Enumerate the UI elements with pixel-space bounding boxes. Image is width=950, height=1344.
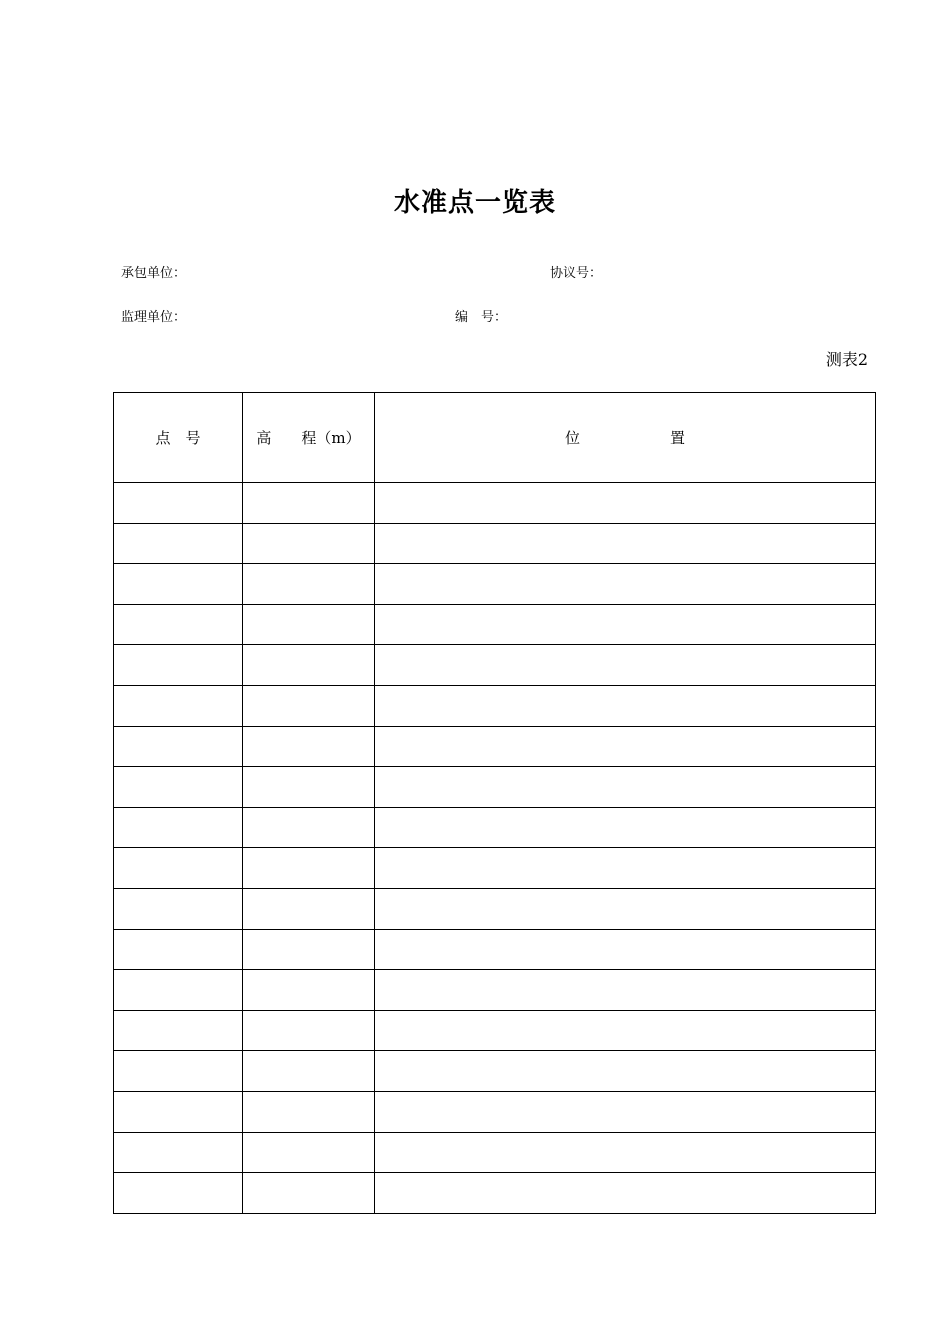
point-number-cell[interactable] xyxy=(114,1010,243,1051)
elevation-cell[interactable] xyxy=(243,848,375,889)
location-cell[interactable] xyxy=(375,1010,876,1051)
location-cell[interactable] xyxy=(375,685,876,726)
elevation-cell[interactable] xyxy=(243,483,375,524)
table-row xyxy=(114,1010,876,1051)
location-cell[interactable] xyxy=(375,929,876,970)
point-number-cell[interactable] xyxy=(114,1051,243,1092)
point-number-cell[interactable] xyxy=(114,807,243,848)
location-cell[interactable] xyxy=(375,807,876,848)
elevation-cell[interactable] xyxy=(243,564,375,605)
point-number-cell[interactable] xyxy=(114,970,243,1011)
table-row xyxy=(114,564,876,605)
header-point-number: 点 号 xyxy=(114,393,243,483)
table-row xyxy=(114,685,876,726)
location-cell[interactable] xyxy=(375,483,876,524)
point-number-cell[interactable] xyxy=(114,523,243,564)
header-elevation: 高 程（m） xyxy=(243,393,375,483)
location-cell[interactable] xyxy=(375,604,876,645)
table-row xyxy=(114,1091,876,1132)
location-cell[interactable] xyxy=(375,564,876,605)
elevation-cell[interactable] xyxy=(243,1051,375,1092)
form-code: 测表2 xyxy=(825,350,868,369)
point-number-cell[interactable] xyxy=(114,848,243,889)
point-number-cell[interactable] xyxy=(114,726,243,767)
location-cell[interactable] xyxy=(375,523,876,564)
point-number-cell[interactable] xyxy=(114,929,243,970)
point-number-cell[interactable] xyxy=(114,1173,243,1214)
table-row xyxy=(114,807,876,848)
point-number-cell[interactable] xyxy=(114,888,243,929)
point-number-cell[interactable] xyxy=(114,564,243,605)
table-row xyxy=(114,1173,876,1214)
document-title: 水准点一览表 xyxy=(393,188,556,218)
elevation-cell[interactable] xyxy=(243,1132,375,1173)
table-row xyxy=(114,604,876,645)
elevation-cell[interactable] xyxy=(243,767,375,808)
table-header-row xyxy=(114,393,876,483)
point-number-cell[interactable] xyxy=(114,483,243,524)
table-row xyxy=(114,848,876,889)
elevation-cell[interactable] xyxy=(243,604,375,645)
table-row xyxy=(114,1132,876,1173)
point-number-cell[interactable] xyxy=(114,685,243,726)
table-row xyxy=(114,483,876,524)
elevation-cell[interactable] xyxy=(243,970,375,1011)
location-cell[interactable] xyxy=(375,726,876,767)
serial-number-label: 编 号： xyxy=(455,310,508,325)
table-row xyxy=(114,888,876,929)
table-row xyxy=(114,1051,876,1092)
location-cell[interactable] xyxy=(375,1173,876,1214)
point-number-cell[interactable] xyxy=(114,767,243,808)
location-cell[interactable] xyxy=(375,1051,876,1092)
table-row xyxy=(114,767,876,808)
supervisor-label: 监理单位： xyxy=(121,310,187,325)
contractor-label: 承包单位： xyxy=(121,266,187,281)
location-cell[interactable] xyxy=(375,645,876,686)
elevation-cell[interactable] xyxy=(243,726,375,767)
benchmark-table xyxy=(113,392,876,1214)
elevation-cell[interactable] xyxy=(243,888,375,929)
location-cell[interactable] xyxy=(375,767,876,808)
table-row xyxy=(114,645,876,686)
point-number-cell[interactable] xyxy=(114,645,243,686)
location-cell[interactable] xyxy=(375,970,876,1011)
elevation-cell[interactable] xyxy=(243,523,375,564)
elevation-cell[interactable] xyxy=(243,645,375,686)
elevation-cell[interactable] xyxy=(243,1091,375,1132)
point-number-cell[interactable] xyxy=(114,1132,243,1173)
table-row xyxy=(114,726,876,767)
location-cell[interactable] xyxy=(375,1091,876,1132)
location-cell[interactable] xyxy=(375,888,876,929)
elevation-cell[interactable] xyxy=(243,929,375,970)
table-row xyxy=(114,523,876,564)
elevation-cell[interactable] xyxy=(243,1173,375,1214)
header-location: 位 置 xyxy=(375,393,876,483)
table-body xyxy=(114,483,876,1214)
agreement-number-label: 协议号： xyxy=(550,266,603,281)
point-number-cell[interactable] xyxy=(114,1091,243,1132)
table-row xyxy=(114,970,876,1011)
elevation-cell[interactable] xyxy=(243,807,375,848)
elevation-cell[interactable] xyxy=(243,685,375,726)
location-cell[interactable] xyxy=(375,1132,876,1173)
elevation-cell[interactable] xyxy=(243,1010,375,1051)
table-row xyxy=(114,929,876,970)
location-cell[interactable] xyxy=(375,848,876,889)
point-number-cell[interactable] xyxy=(114,604,243,645)
